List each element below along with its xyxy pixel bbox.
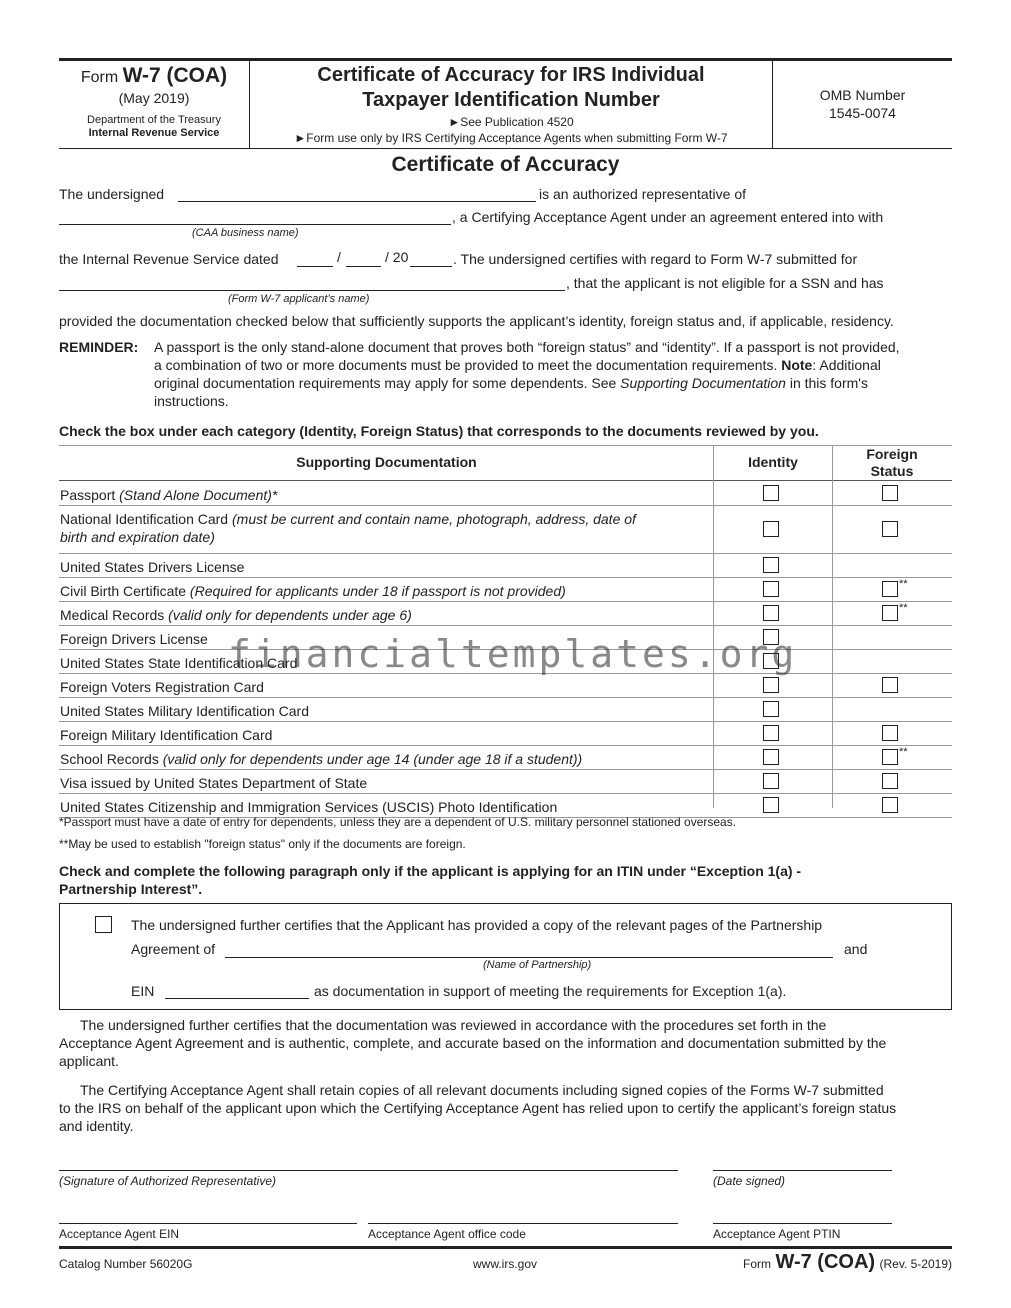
document-type-label: Foreign Voters Registration Card (60, 679, 264, 695)
document-type-label: United States Citizenship and Immigration Services (USCIS) Photo Identification (60, 799, 558, 815)
footer-rule (59, 1246, 952, 1249)
omb-number: 1545-0074 (829, 105, 896, 121)
foreign-status-checkbox[interactable] (882, 485, 898, 501)
col-header-foreign-status: Foreign Status (866, 446, 918, 479)
exception-1a-checkbox[interactable] (95, 916, 112, 933)
agreement-year-field[interactable] (410, 266, 452, 267)
document-type-label: United States Military Identification Card (60, 703, 309, 719)
identity-checkbox[interactable] (763, 581, 779, 597)
and-text: and (844, 941, 868, 957)
representative-name-field[interactable] (178, 201, 536, 202)
foreign-status-checkbox[interactable] (882, 749, 898, 765)
table-divider-identity (713, 446, 714, 808)
form-title-line1: Certificate of Accuracy for IRS Individual (317, 64, 705, 86)
document-type-label: United States Drivers License (60, 559, 245, 575)
foreign-footnote-mark: ** (899, 602, 908, 614)
watermark-text: financialtemplates.org (228, 632, 798, 676)
use-only-note: ►Form use only by IRS Certifying Acceptance Agents when submitting Form W-7 (294, 131, 728, 145)
date-slash-2: / 20 (385, 249, 409, 265)
agent-office-code-field[interactable] (368, 1223, 678, 1224)
form-prefix: Form (80, 69, 119, 86)
omb-block (773, 86, 952, 122)
document-type-label: National Identification Card (must be current and contain name, photograph, address, date of birth and expiration date) (60, 511, 636, 545)
foreign-status-checkbox[interactable] (882, 521, 898, 537)
provided-documentation-text: provided the documentation checked below that sufficiently supports the applicant’s identity, foreign status and, if applicable, residency. (59, 313, 894, 329)
agreement-month-field[interactable] (297, 266, 333, 267)
form-name: W-7 (COA) (122, 64, 228, 87)
table-top-rule (59, 445, 952, 446)
document-type-label: Medical Records (valid only for dependents under age 6) (60, 607, 412, 623)
table-row (59, 553, 952, 578)
agreement-day-field[interactable] (346, 266, 381, 267)
signature-field[interactable] (59, 1170, 678, 1171)
foreign-status-checkbox[interactable] (882, 797, 898, 813)
reminder-line4: instructions. (154, 393, 229, 409)
identity-checkbox[interactable] (763, 485, 779, 501)
agent-ptin-field[interactable] (713, 1223, 892, 1224)
table-row (59, 745, 952, 770)
header-top-rule (59, 58, 952, 61)
form-date: (May 2019) (118, 90, 190, 106)
document-type-label: United States State Identification Card (60, 655, 298, 671)
form-id-block (59, 64, 249, 139)
identity-checkbox[interactable] (763, 521, 779, 537)
identity-checkbox[interactable] (763, 773, 779, 789)
title-block (250, 63, 772, 145)
reminder-line2: a combination of two or more documents must be provided to meet the documentation requirements. Note: Additional (154, 357, 881, 373)
identity-checkbox[interactable] (763, 629, 779, 645)
identity-checkbox[interactable] (763, 797, 779, 813)
table-divider-foreign (832, 446, 833, 808)
footnote-passport: *Passport must have a date of entry for dependents, unless they are a dependent of U.S. military personnel stationed overseas. (59, 815, 737, 829)
irs-dated-label: the Internal Revenue Service dated (59, 251, 279, 267)
date-signed-field[interactable] (713, 1170, 892, 1171)
table-row (59, 721, 952, 746)
omb-label: OMB Number (819, 87, 906, 103)
footnote-foreign-status: **May be used to establish "foreign status" only if the documents are foreign. (59, 837, 466, 851)
agent-office-code-caption: Acceptance Agent office code (368, 1227, 526, 1241)
foreign-status-checkbox[interactable] (882, 725, 898, 741)
authorized-rep-text: is an authorized representative of (539, 186, 747, 202)
reminder-text (154, 338, 954, 410)
foreign-status-checkbox[interactable] (882, 773, 898, 789)
col-header-documentation: Supporting Documentation (296, 454, 477, 470)
not-eligible-text: , that the applicant is not eligible for a SSN and has (566, 275, 884, 291)
table-row (59, 649, 952, 674)
agent-ein-caption: Acceptance Agent EIN (59, 1227, 180, 1241)
document-type-label: Foreign Military Identification Card (60, 727, 273, 743)
see-publication: ►See Publication 4520 (448, 115, 574, 129)
foreign-footnote-mark: ** (899, 746, 908, 758)
dept-name: Department of the Treasury (87, 114, 221, 126)
identity-checkbox[interactable] (763, 677, 779, 693)
caa-business-caption: (CAA business name) (192, 227, 299, 239)
reminder-label: REMINDER: (59, 339, 139, 355)
agreement-of-label: Agreement of (131, 941, 216, 957)
undersigned-label: The undersigned (59, 186, 165, 202)
date-signed-caption: (Date signed) (713, 1174, 786, 1188)
ein-label: EIN (131, 983, 155, 999)
foreign-status-checkbox[interactable] (882, 605, 898, 621)
procedures-paragraph: The undersigned further certifies that the documentation was reviewed in accordance with the procedures set forth in the Acceptance Agent Agreement and is authentic, complete, and accurate based on the information and documentation submitted by the applicant. (59, 1017, 887, 1069)
exception-instruction: Check and complete the following paragraph only if the applicant is applying for an ITIN under “Exception 1(a) - Partnership Interest”. (59, 863, 802, 897)
reminder-line1: A passport is the only stand-alone document that proves both “foreign status” and “identity”. If a passport is not provided, (154, 339, 900, 355)
exception-documentation-text: as documentation in support of meeting the requirements for Exception 1(a). (314, 983, 787, 999)
agent-ptin-caption: Acceptance Agent PTIN (713, 1227, 841, 1241)
section-title: Certificate of Accuracy (391, 153, 620, 176)
document-type-label: Foreign Drivers License (60, 631, 208, 647)
form-title-line2: Taxpayer Identification Number (362, 89, 660, 111)
foreign-status-checkbox[interactable] (882, 677, 898, 693)
table-row (59, 625, 952, 650)
irs-website: www.irs.gov (472, 1257, 537, 1271)
identity-checkbox[interactable] (763, 605, 779, 621)
retention-paragraph: The Certifying Acceptance Agent shall retain copies of all relevant documents including signed copies of the Forms W-7 submitted to the IRS on behalf of the applicant upon which the Certifying Acceptance Agent has relied upon to certify the applicant’s foreign status and identity. (59, 1082, 897, 1134)
check-instruction: Check the box under each category (Identity, Foreign Status) that corresponds to the documents reviewed by you. (59, 423, 819, 439)
identity-checkbox[interactable] (763, 749, 779, 765)
exception-certify-text: The undersigned further certifies that the Applicant has provided a copy of the relevant pages of the Partnership (131, 917, 823, 933)
applicant-name-field[interactable] (59, 290, 565, 291)
agency-name: Internal Revenue Service (88, 127, 220, 139)
identity-checkbox[interactable] (763, 653, 779, 669)
partnership-name-caption: (Name of Partnership) (483, 959, 592, 971)
catalog-number: Catalog Number 56020G (59, 1257, 193, 1271)
table-row (59, 697, 952, 722)
table-row (59, 505, 952, 554)
table-row (59, 769, 952, 794)
identity-checkbox[interactable] (763, 557, 779, 573)
document-type-label: School Records (valid only for dependents under age 14 (under age 18 if a student)) (60, 751, 583, 767)
document-type-label: Visa issued by United States Department of State (60, 775, 368, 791)
partnership-ein-field[interactable] (165, 998, 309, 999)
table-row (59, 601, 952, 626)
document-type-label: Passport (Stand Alone Document)* (60, 487, 278, 503)
identity-checkbox[interactable] (763, 701, 779, 717)
header-bottom-rule (59, 148, 952, 149)
applicant-name-caption: (Form W-7 applicant’s name) (228, 293, 370, 305)
footer-form-id: Form W-7 (COA) (Rev. 5-2019) (743, 1251, 952, 1273)
signature-caption: (Signature of Authorized Representative) (59, 1174, 277, 1188)
partnership-name-field[interactable] (225, 957, 833, 958)
date-slash-1: / (337, 249, 341, 265)
reminder-line3: original documentation requirements may apply for some dependents. See Supporting Documentation in this form's (154, 375, 868, 391)
caa-business-name-field[interactable] (59, 224, 451, 225)
agent-ein-field[interactable] (59, 1223, 357, 1224)
col-header-identity: Identity (748, 454, 798, 470)
identity-checkbox[interactable] (763, 725, 779, 741)
table-row (59, 577, 952, 602)
table-row (59, 673, 952, 698)
certifies-text: . The undersigned certifies with regard to Form W-7 submitted for (453, 251, 858, 267)
table-row (59, 481, 952, 506)
foreign-status-checkbox[interactable] (882, 581, 898, 597)
document-type-label: Civil Birth Certificate (Required for applicants under 18 if passport is not provided) (60, 583, 566, 599)
foreign-footnote-mark: ** (899, 578, 908, 590)
caa-agreement-text: , a Certifying Acceptance Agent under an agreement entered into with (452, 209, 884, 225)
